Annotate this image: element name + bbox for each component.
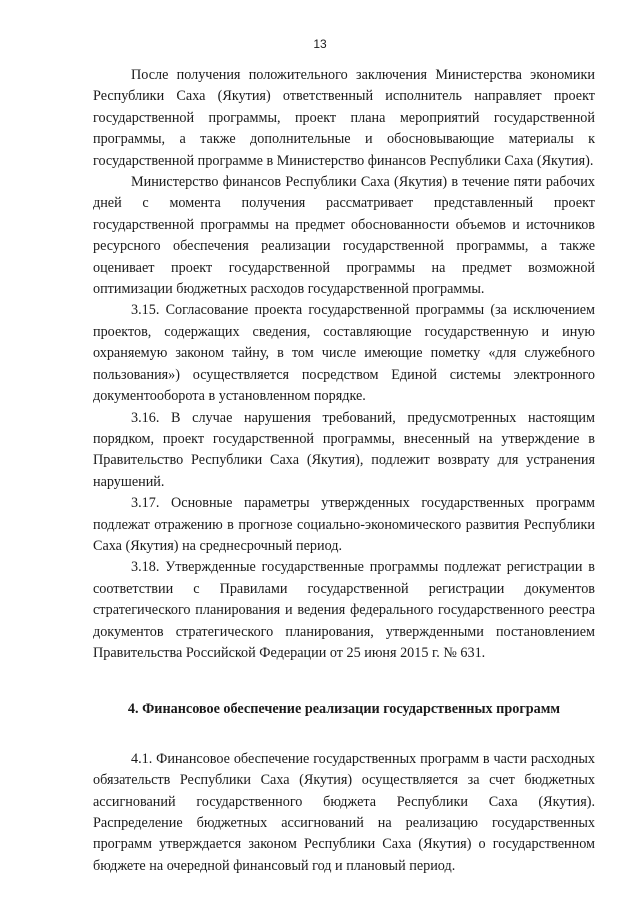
page-content: [93, 65, 595, 877]
paragraph-ministry-economy-conclusion: После получения положительного заключения Министерства экономики Республики Саха (Якутия) ответственный исполнитель направляет проект государственной программы, проект плана мероприятий государственной программы, а также дополнительные и обосновывающие материалы к государственной программе в Министерство финансов Республики Саха (Якутия).: [93, 67, 595, 169]
paragraph-3-15: 3.15. Согласование проекта государственной программы (за исключением проектов, содержащих сведения, составляющие государственную и иную охраняемую законом тайну, в том числе имеющие пометку «для служебного пользования») осуществляется посредством Единой системы электронного документооборота в установленном порядке.: [93, 302, 595, 405]
paragraph-3-17: 3.17. Основные параметры утвержденных государственных программ подлежат отражению в прогнозе социально-экономического развития Республики Саха (Якутия) на среднесрочный период.: [93, 495, 595, 554]
page-number: 13: [313, 37, 327, 51]
paragraph-4-1: 4.1. Финансовое обеспечение государственных программ в части расходных обязательств Республики Саха (Якутия) осуществляется за счет бюджетных ассигнований государственного бюджета Республики Саха (Якутия). Распределение бюджетных ассигнований на реализацию государственных программ утверждается законом Республики Саха (Якутия) о государственном бюджете на очередной финансовый год и плановый период.: [93, 750, 595, 874]
paragraph-3-18: 3.18. Утвержденные государственные программы подлежат регистрации в соответствии с Правилами государственной регистрации документов стратегического планирования и ведения федерального государственного реестра документов стратегического планирования, утвержденными постановлением Правительства Российской Федерации от 25 июня 2015 г. № 631.: [93, 559, 595, 661]
section-heading-4: 4. Финансовое обеспечение реализации государственных программ: [127, 701, 561, 718]
paragraph-ministry-finance-review: Министерство финансов Республики Саха (Якутия) в течение пяти рабочих дней с момента получения рассматривает представленный проект государственной программы на предмет обоснованности объемов и источников ресурсного обеспечения реализации государственной программы, а также оценивает проект государственной программы на предмет возможной оптимизации бюджетных расходов государственной программы.: [93, 174, 595, 298]
paragraph-3-16: 3.16. В случае нарушения требований, предусмотренных настоящим порядком, проект государственной программы, внесенный на утверждение в Правительство Республики Саха (Якутия), подлежит возврату для устранения нарушений.: [93, 409, 595, 490]
